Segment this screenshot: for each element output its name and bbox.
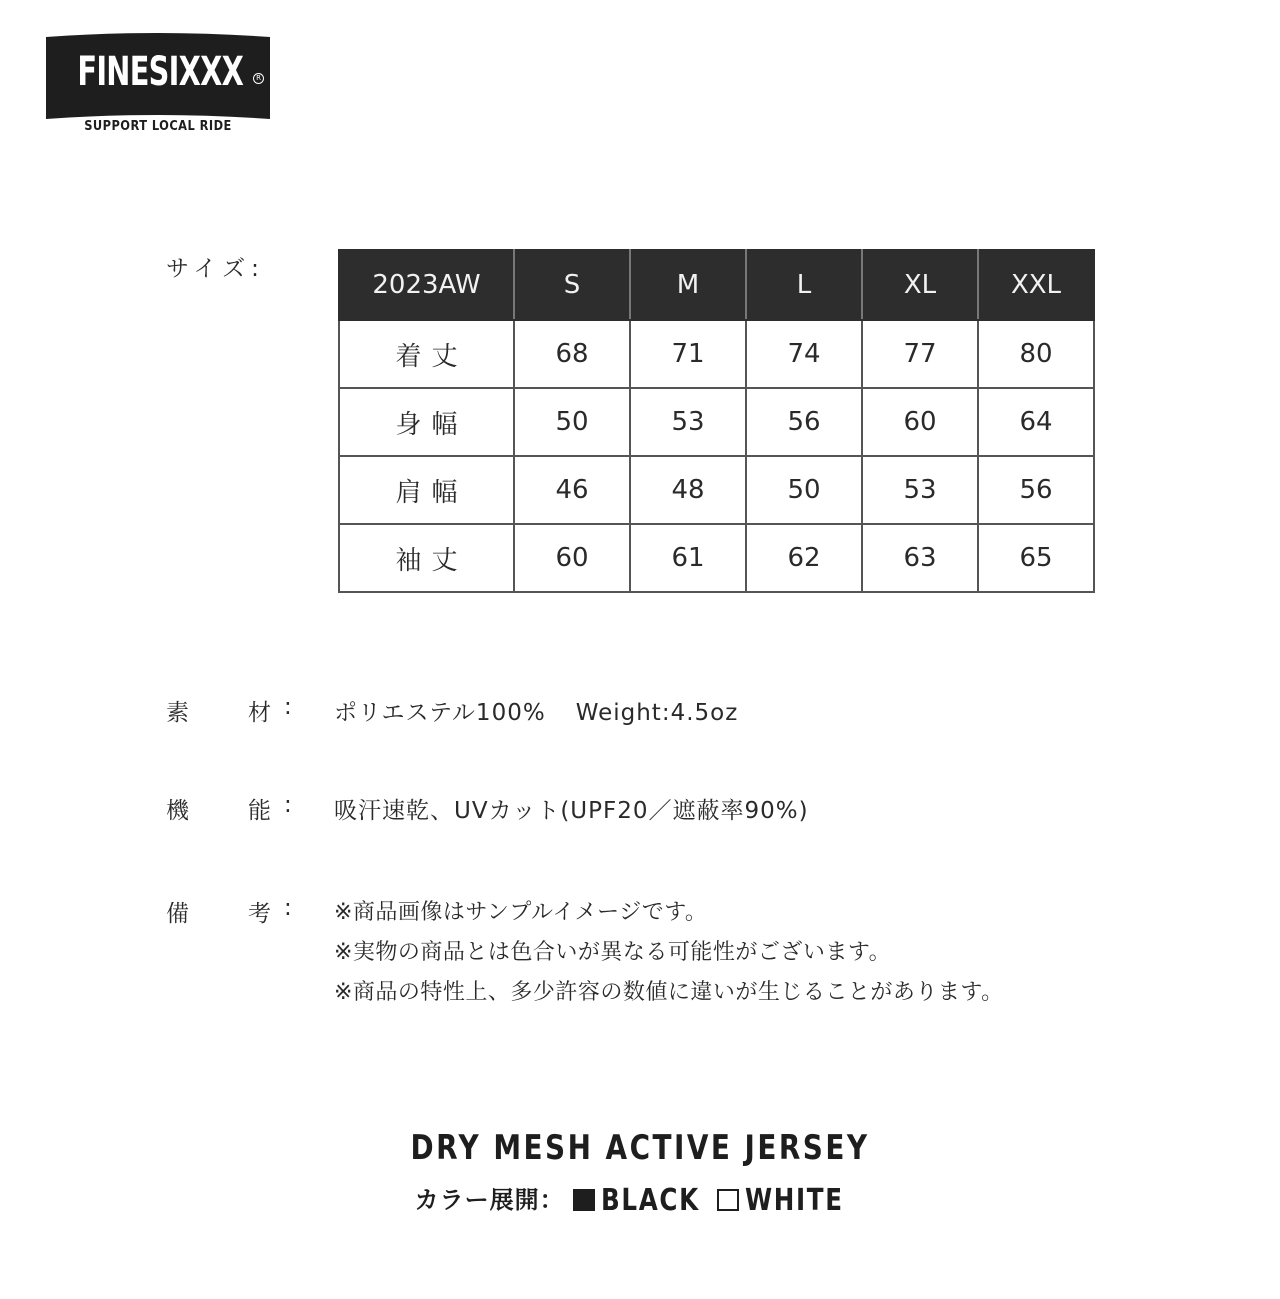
function-label-char-1: 機: [166, 798, 189, 824]
row-label-body-width: 身幅: [339, 388, 514, 456]
notes-label-char-1: 備: [166, 901, 189, 927]
season-header: 2023AW: [339, 250, 514, 320]
row-label-body-length: 着丈: [339, 320, 514, 388]
registered-mark-icon: R: [253, 73, 264, 84]
size-header-l: L: [746, 250, 862, 320]
table-cell: 77: [862, 320, 978, 388]
logo-wordmark: FINESIXXX: [77, 49, 244, 95]
size-table-header-row: [339, 250, 1094, 320]
note-line: ※実物の商品とは色合いが異なる可能性がございます。: [334, 940, 892, 965]
table-cell: 56: [746, 388, 862, 456]
notes-label-colon: :: [284, 895, 292, 921]
color-name-black: BLACK: [600, 1183, 700, 1218]
table-cell: 46: [514, 456, 630, 524]
logo-tagline: SUPPORT LOCAL RIDE: [84, 119, 232, 134]
white-swatch-icon: [717, 1189, 739, 1211]
size-header-xxl: XXL: [978, 250, 1094, 320]
black-swatch-icon: [573, 1189, 595, 1211]
table-cell: 63: [862, 524, 978, 592]
table-cell: 50: [746, 456, 862, 524]
color-options: [0, 1180, 1280, 1218]
table-cell: 74: [746, 320, 862, 388]
color-name-white: WHITE: [745, 1183, 844, 1218]
table-row: [339, 456, 1094, 524]
table-row: [339, 320, 1094, 388]
note-line: ※商品の特性上、多少許容の数値に違いが生じることがあります。: [334, 980, 1004, 1005]
table-cell: 62: [746, 524, 862, 592]
table-cell: 60: [514, 524, 630, 592]
size-header-m: M: [630, 250, 746, 320]
material-composition: ポリエステル100%: [334, 700, 546, 726]
material-label-colon: :: [284, 694, 292, 720]
function-label-colon: :: [284, 792, 292, 818]
material-label-char-1: 素: [166, 700, 189, 726]
table-cell: 65: [978, 524, 1094, 592]
product-name: DRY MESH ACTIVE JERSEY: [410, 1128, 870, 1168]
material-value: [334, 694, 738, 727]
color-options-label: カラー展開：: [414, 1186, 565, 1214]
size-table: [338, 249, 1095, 593]
function-value: 吸汗速乾、UVカット(UPF20／遮蔽率90%): [334, 798, 809, 824]
table-cell: 71: [630, 320, 746, 388]
notes-value: [334, 895, 1004, 1015]
size-header-xl: XL: [862, 250, 978, 320]
table-cell: 68: [514, 320, 630, 388]
material-label-char-2: 材: [248, 700, 271, 726]
row-label-sleeve-length: 袖丈: [339, 524, 514, 592]
table-cell: 61: [630, 524, 746, 592]
table-cell: 50: [514, 388, 630, 456]
row-label-shoulder-width: 肩幅: [339, 456, 514, 524]
table-cell: 53: [630, 388, 746, 456]
notes-label-char-2: 考: [248, 901, 271, 927]
table-row: [339, 388, 1094, 456]
table-cell: 53: [862, 456, 978, 524]
table-cell: 48: [630, 456, 746, 524]
table-cell: 80: [978, 320, 1094, 388]
note-line: ※商品画像はサンプルイメージです。: [334, 900, 708, 925]
table-cell: 64: [978, 388, 1094, 456]
material-weight: Weight:4.5oz: [575, 700, 739, 726]
table-cell: 60: [862, 388, 978, 456]
size-header-s: S: [514, 250, 630, 320]
table-cell: 56: [978, 456, 1094, 524]
size-label: サイズ:: [166, 256, 265, 282]
table-row: [339, 524, 1094, 592]
brand-logo: [46, 33, 270, 139]
function-label-char-2: 能: [248, 798, 271, 824]
